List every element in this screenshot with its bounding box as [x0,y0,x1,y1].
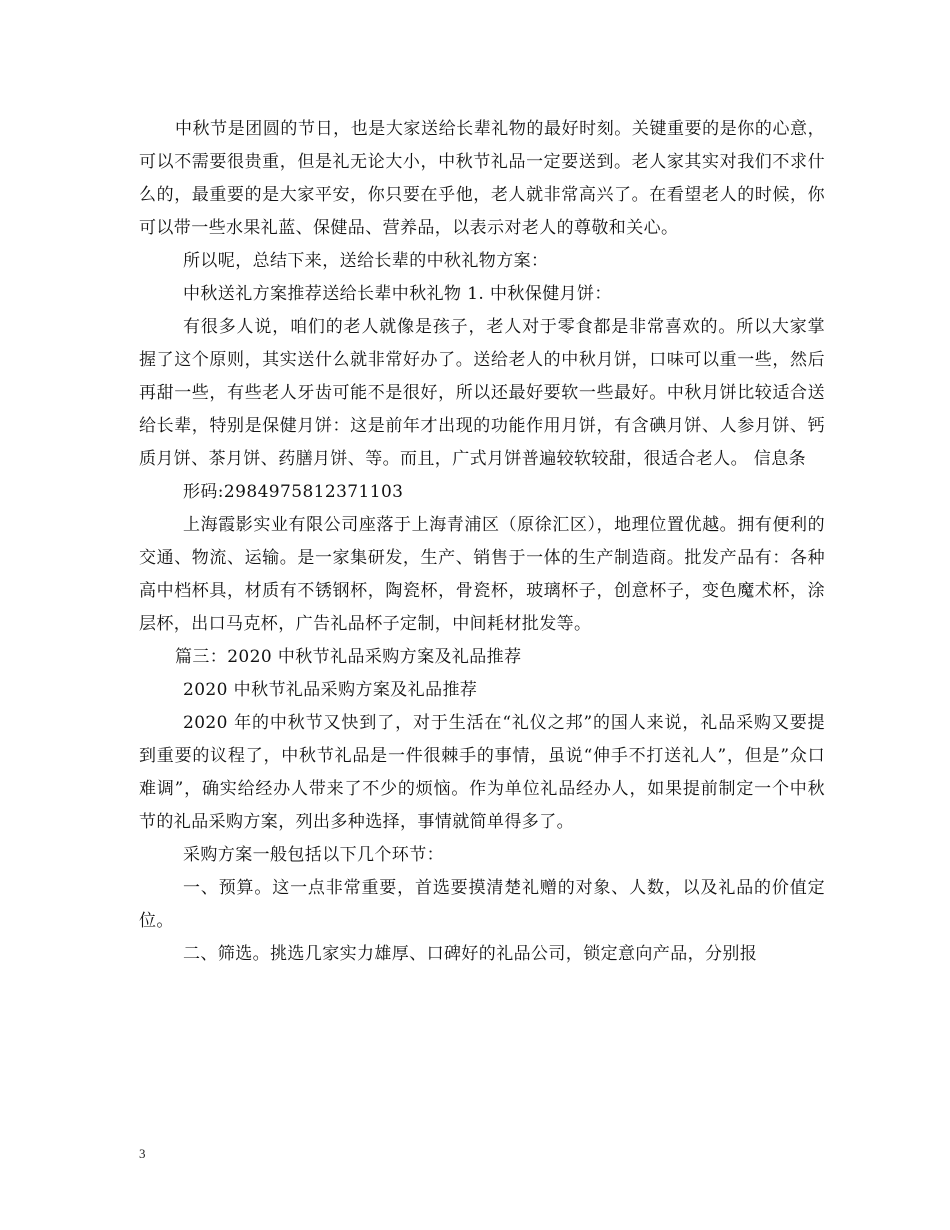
paragraph-company: 上海霞影实业有限公司座落于上海青浦区（原徐汇区），地理位置优越。拥有便利的交通、物流、运输。是一家集研发，生产、销售于一体的生产制造商。批发产品有：各种高中档杯具，材质有不锈钢杯，陶瓷杯，骨瓷杯，玻璃杯子，创意杯子，变色魔术杯，涂层杯，出口马克杯，广告礼品杯子定制，中间耗材批发等。 [139,515,825,634]
paragraph-chapter-title: 篇三：2020 中秋节礼品采购方案及礼品推荐 [175,647,522,667]
paragraph-intro: 中秋节是团圆的节日，也是大家送给长辈礼物的最好时刻。关键重要的是你的心意，可以不需要很贵重，但是礼无论大小，中秋节礼品一定要送到。老人家其实对我们不求什么的，最重要的是大家平安，你只要在乎他，老人就非常高兴了。在看望老人的时候，你可以带一些水果礼蓝、保健品、营养品，以表示对老人的尊敬和关心。 [139,119,825,238]
paragraph-heading-mooncake: 中秋送礼方案推荐送给长辈中秋礼物 1. 中秋保健月饼： [183,284,612,304]
document-body [139,113,825,971]
page-number: 3 [139,1146,146,1161]
paragraph-mooncake: 有很多人说，咱们的老人就像是孩子，老人对于零食都是非常喜欢的。所以大家掌握了这个原则，其实送什么就非常好办了。送给老人的中秋月饼，口味可以重一些，然后再甜一些，有些老人牙齿可能不是很好，所以还最好要软一些最好。中秋月饼比较适合送给长辈，特别是保健月饼：这是前年才出现的功能作用月饼，有含碘月饼、人参月饼、钙质月饼、茶月饼、药膳月饼、等。而且，广式月饼普遍较软较甜，很适合老人。 信息条 [139,317,825,469]
paragraph-barcode: 形码:2984975812371103 [183,482,404,502]
paragraph-step-screening: 二、筛选。挑选几家实力雄厚、口碑好的礼品公司，锁定意向产品，分别报 [183,944,758,964]
paragraph-summary: 所以呢，总结下来，送给长辈的中秋礼物方案： [183,251,549,271]
paragraph-step-budget: 一、预算。这一点非常重要，首选要摸清楚礼赠的对象、人数，以及礼品的价值定位。 [139,878,825,931]
paragraph-procurement-intro: 2020 年的中秋节又快到了，对于生活在“礼仪之邦”的国人来说，礼品采购又要提到重要的议程了，中秋节礼品是一件很棘手的事情，虽说“伸手不打送礼人”，但是”众口难调”，确实给经办人带来了不少的烦恼。作为单位礼品经办人，如果提前制定一个中秋节的礼品采购方案，列出多种选择，事情就简单得多了。 [139,713,825,832]
paragraph-chapter-subtitle: 2020 中秋节礼品采购方案及礼品推荐 [183,680,478,700]
paragraph-procurement-steps: 采购方案一般包括以下几个环节： [183,845,444,865]
